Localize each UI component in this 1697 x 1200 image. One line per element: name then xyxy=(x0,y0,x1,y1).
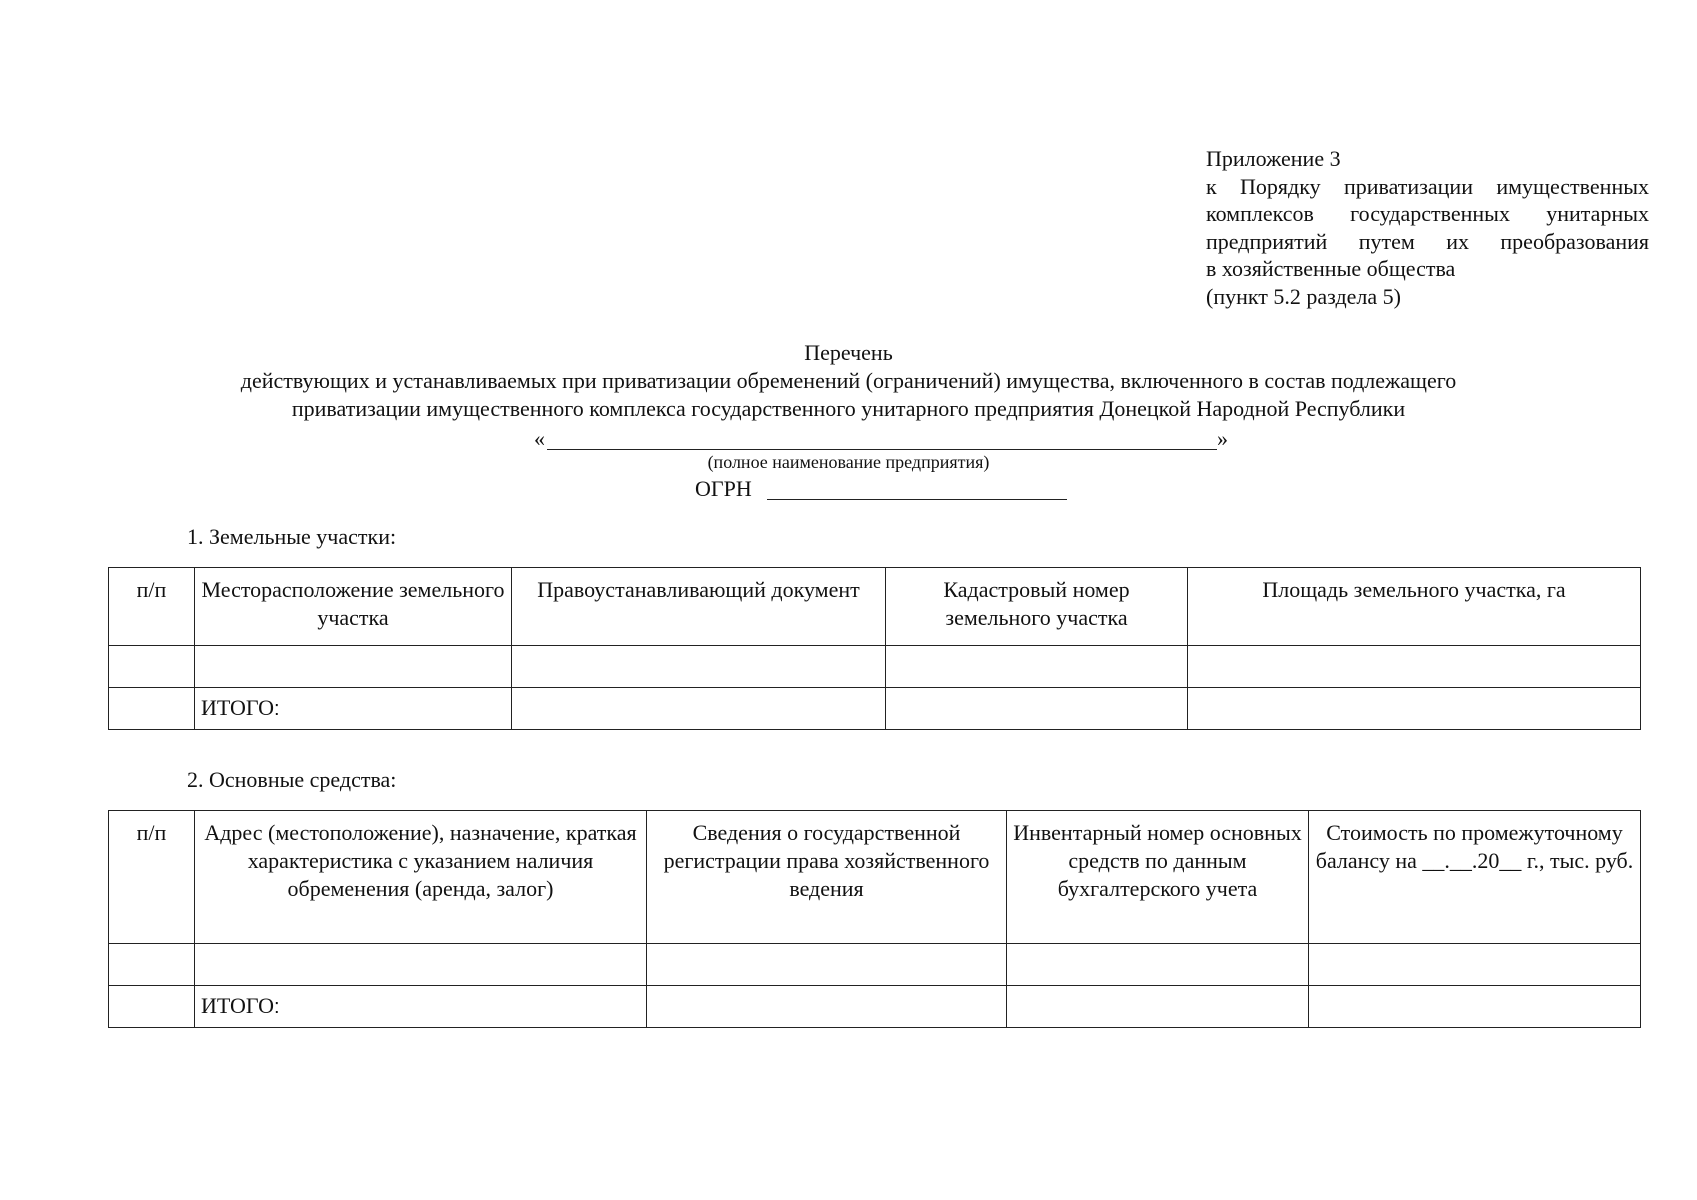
table-cell[interactable] xyxy=(1188,646,1641,688)
total-label-colon: : xyxy=(273,996,280,1018)
column-header: Кадастровый номер земельного участка xyxy=(886,568,1188,646)
section-heading-land: 1. Земельные участки: xyxy=(187,524,397,549)
table-cell[interactable] xyxy=(1007,986,1309,1028)
appendix-ref-point: (пункт 5.2 раздела 5) xyxy=(1206,283,1401,309)
column-header: Стоимость по промежуточному балансу на __.__.20__ г., тыс. руб. xyxy=(1309,811,1641,944)
document-subtitle-line: действующих и устанавливаемых при приватизации обременений (ограничений) имущества, включенного в состав подлежащего xyxy=(240,368,1457,393)
table-cell[interactable] xyxy=(512,646,886,688)
table-header-row xyxy=(109,568,1641,646)
table-cell[interactable] xyxy=(512,688,886,730)
quote-open: « xyxy=(534,426,545,451)
table-cell[interactable] xyxy=(109,944,195,986)
table-row xyxy=(109,646,1641,688)
table-cell[interactable] xyxy=(886,646,1188,688)
total-row xyxy=(109,688,1641,730)
total-label-colon: : xyxy=(273,698,280,720)
table-cell[interactable] xyxy=(647,986,1007,1028)
table-cell[interactable] xyxy=(109,688,195,730)
appendix-ref-line: комплексов государственных унитарных xyxy=(1206,201,1649,226)
column-header: Инвентарный номер основных средств по данным бухгалтерского учета xyxy=(1007,811,1309,944)
total-label xyxy=(195,986,647,1028)
total-label-text: ИТОГО xyxy=(201,993,274,1018)
table-cell[interactable] xyxy=(195,944,647,986)
fixed-assets-table xyxy=(108,810,1641,1028)
column-header: Правоустанавливающий документ xyxy=(512,568,886,646)
column-header: Площадь земельного участка, га xyxy=(1188,568,1641,646)
table-cell[interactable] xyxy=(109,986,195,1028)
table-cell[interactable] xyxy=(1007,944,1309,986)
column-header: Сведения о государственной регистрации права хозяйственного ведения xyxy=(647,811,1007,944)
appendix-ref-line: предприятий путем их преобразования xyxy=(1206,228,1649,254)
appendix-number: Приложение 3 xyxy=(1206,146,1341,171)
ogrn-blank xyxy=(767,499,1067,500)
document-subtitle-line: приватизации имущественного комплекса государственного унитарного предприятия Донецкой Народной Республики xyxy=(291,396,1406,421)
table-header-row xyxy=(109,811,1641,944)
table-cell[interactable] xyxy=(1309,986,1641,1028)
appendix-ref-line: в хозяйственные общества xyxy=(1206,256,1456,281)
appendix-ref-line: к Порядку приватизации имущественных xyxy=(1206,173,1649,199)
enterprise-name-caption: (полное наименование предприятия) xyxy=(707,452,990,472)
column-header: п/п xyxy=(109,811,195,944)
column-header: Адрес (местоположение), назначение, краткая характеристика с указанием наличия обременения (аренда, залог) xyxy=(195,811,647,944)
table-cell[interactable] xyxy=(109,646,195,688)
table-cell[interactable] xyxy=(886,688,1188,730)
table-cell[interactable] xyxy=(1309,944,1641,986)
section-heading-fixed-assets: 2. Основные средства: xyxy=(187,767,397,792)
appendix-block xyxy=(1206,145,1649,310)
table-row xyxy=(109,944,1641,986)
enterprise-name-blank xyxy=(547,449,1217,450)
land-plots-table xyxy=(108,567,1641,730)
total-row xyxy=(109,986,1641,1028)
total-label xyxy=(195,688,512,730)
table-cell[interactable] xyxy=(647,944,1007,986)
column-header: Месторасположение земельного участка xyxy=(195,568,512,646)
ogrn-label: ОГРН xyxy=(695,476,752,501)
column-header: п/п xyxy=(109,568,195,646)
table-cell[interactable] xyxy=(1188,688,1641,730)
table-cell[interactable] xyxy=(195,646,512,688)
total-label-text: ИТОГО xyxy=(201,695,274,720)
quote-close: » xyxy=(1217,426,1228,451)
document-title: Перечень xyxy=(804,340,893,365)
